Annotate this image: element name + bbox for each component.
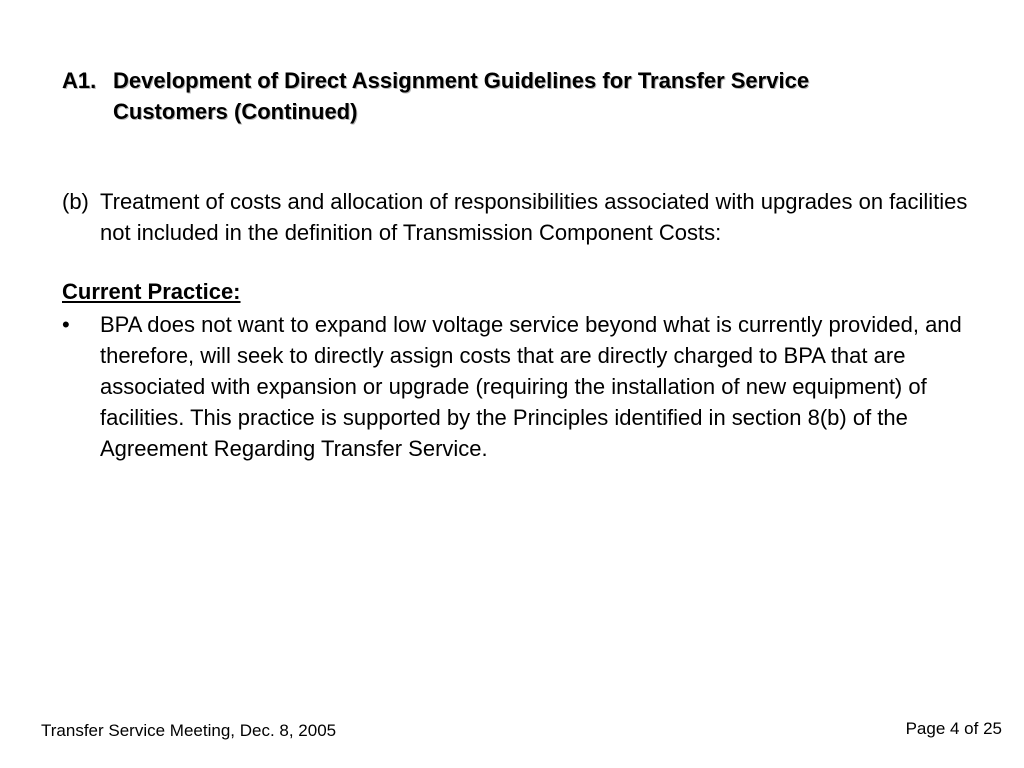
paragraph-b — [62, 186, 972, 248]
paragraph-b-text: Treatment of costs and allocation of responsibilities associated with upgrades on facilities not included in the definition of Transmission Component Costs: — [100, 189, 968, 245]
footer-page-number: Page 4 of 25 — [905, 719, 1002, 738]
title-number: A1. — [62, 68, 97, 93]
bullet-text: BPA does not want to expand low voltage service beyond what is currently provided, and therefore, will seek to directly assign costs that are directly charged to BPA that are associated with expansion or upgrade (requiring the installation of new equipment) of facilities. This practice is supported by the Principles identified in section 8(b) of the Agreement Regarding Transfer Service. — [100, 312, 962, 461]
paragraph-b-label: (b) — [62, 189, 89, 214]
bullet-glyph: • — [62, 312, 70, 337]
slide-title — [62, 65, 962, 127]
footer-meeting-label: Transfer Service Meeting, Dec. 8, 2005 — [41, 721, 337, 740]
bullet-item — [62, 309, 972, 464]
slide-body — [62, 186, 972, 464]
section-heading-current-practice: Current Practice: — [62, 279, 241, 304]
title-line-2: Customers (Continued) — [113, 99, 358, 124]
title-line-1: Development of Direct Assignment Guidelines for Transfer Service — [113, 68, 810, 93]
